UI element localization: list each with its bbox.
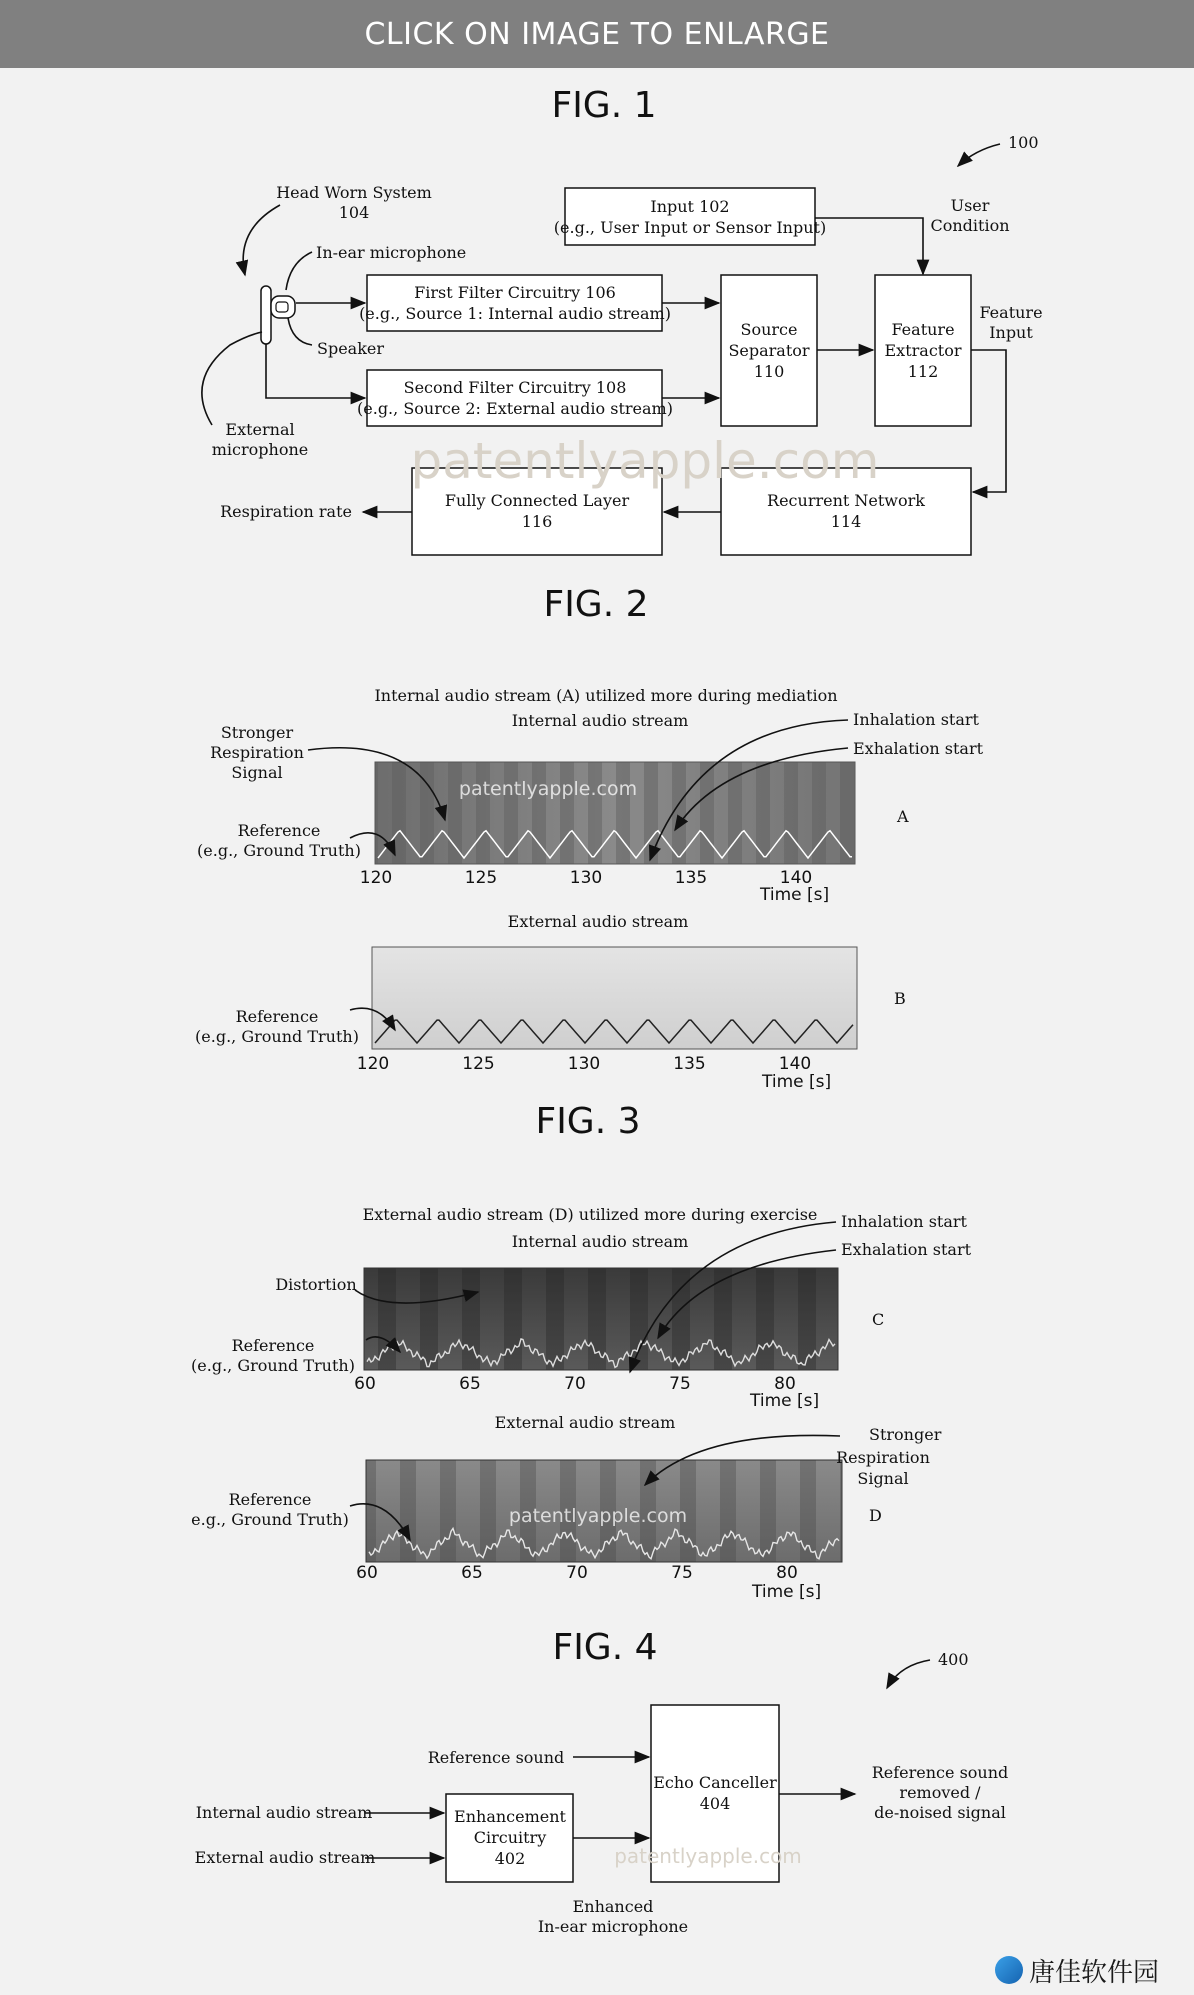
b-tick-140: 140 [778,1054,812,1074]
output-label-1: Reference sound [871,1763,1009,1782]
fig3-label: FIG. 3 [535,1101,641,1142]
c-tick-75: 75 [669,1374,691,1394]
extractor-ref: 112 [907,362,939,381]
speaker-leader [288,318,312,345]
x-ticks-a [360,868,812,888]
second-filter-subtitle: (e.g., Source 2: External audio stream) [357,399,673,418]
c-tick-70: 70 [564,1374,586,1394]
enlarge-banner[interactable]: CLICK ON IMAGE TO ENLARGE [0,0,1194,68]
enhancement-ref: 402 [494,1849,526,1868]
head-worn-arrow [243,205,280,275]
enhancement-line-2: Circuitry [473,1828,547,1847]
stronger-d-label-3: Signal [857,1469,909,1488]
patent-figures [0,68,1194,1995]
d-tick-75: 75 [671,1563,693,1583]
enhanced-label-2: In-ear microphone [537,1917,689,1936]
reference-b-label-2: (e.g., Ground Truth) [195,1027,359,1046]
spectrogram-b [372,947,857,1049]
xlabel-b: Time [s] [762,1072,832,1092]
logo-icon [995,1956,1023,1984]
user-condition-label-2: Condition [930,216,1010,235]
stronger-label-2: Respiration [210,743,304,762]
panel-b-letter: B [894,989,906,1008]
stronger-d-label-2: Respiration [836,1448,930,1467]
reference-b-label-1: Reference [235,1007,319,1026]
fig4-ref-arrow [887,1660,930,1688]
fig2-label: FIG. 2 [543,584,649,625]
b-tick-130: 130 [567,1054,601,1074]
reference-d-label-2: e.g., Ground Truth) [191,1510,349,1529]
first-filter-subtitle: (e.g., Source 1: Internal audio stream) [359,304,671,323]
exhalation-a-label: Exhalation start [853,739,984,758]
xlabel-d: Time [s] [752,1582,822,1602]
fig2-title: Internal audio stream (A) utilized more during mediation [374,686,838,705]
panel-a-title: Internal audio stream [511,711,689,730]
enhancement-line-1: Enhancement [454,1807,566,1826]
x-ticks-b [357,1054,811,1074]
a-tick-135: 135 [674,868,708,888]
external-mic-leader [202,332,262,425]
logo-text: 唐佳软件园 [1029,1957,1160,1988]
earbud-icon [261,286,295,344]
output-label-2: removed / [899,1783,981,1802]
extractor-line-2: Extractor [884,341,962,360]
input-box-subtitle: (e.g., User Input or Sensor Input) [553,218,827,237]
inhalation-a-label: Inhalation start [853,710,979,729]
inhalation-c-label: Inhalation start [841,1212,967,1231]
spectrogram-c [364,1268,838,1370]
fig3-title: External audio stream (D) utilized more during exercise [362,1205,818,1224]
input-to-extractor-arrow [815,218,923,274]
stronger-label-3: Signal [231,763,283,782]
panel-a-letter: A [897,807,909,826]
in-ear-mic-label: In-ear microphone [316,243,467,262]
feature-input-label-1: Feature [979,303,1043,322]
watermark-2: patentlyapple.com [458,778,638,800]
site-logo[interactable] [995,1950,1185,1990]
watermark-4: patentlyapple.com [614,1844,802,1868]
d-tick-70: 70 [566,1563,588,1583]
speaker-label: Speaker [317,339,385,358]
separator-line-1: Source [740,320,798,339]
head-worn-label-1: Head Worn System [276,183,432,202]
b-tick-120: 120 [356,1054,390,1074]
c-tick-60: 60 [354,1374,376,1394]
feature-input-label-2: Input [989,323,1033,342]
d-tick-65: 65 [461,1563,483,1583]
a-tick-130: 130 [569,868,603,888]
xlabel-c: Time [s] [750,1391,820,1411]
panel-b-title: External audio stream [507,912,689,931]
a-tick-125: 125 [464,868,498,888]
respiration-rate-label: Respiration rate [220,502,352,521]
user-condition-label-1: User [950,196,990,215]
panel-d-letter: D [869,1506,882,1525]
reference-sound-label: Reference sound [427,1748,565,1767]
panel-c-letter: C [872,1310,885,1329]
fig1-ref: 100 [1008,133,1039,152]
separator-line-2: Separator [728,341,810,360]
second-filter-title: Second Filter Circuitry 108 [403,378,627,397]
enhanced-label-1: Enhanced [572,1897,654,1916]
extractor-to-recurrent-arrow [971,350,1006,492]
x-ticks-c [354,1374,796,1394]
fig4-ref: 400 [938,1650,969,1669]
reference-a-label-1: Reference [237,821,321,840]
reference-a-label-2: (e.g., Ground Truth) [197,841,361,860]
fully-connected-ref: 116 [521,512,553,531]
c-tick-65: 65 [459,1374,481,1394]
c-tick-80: 80 [774,1374,796,1394]
panel-c-title: Internal audio stream [511,1232,689,1251]
xlabel-a: Time [s] [760,885,830,905]
output-label-3: de-noised signal [874,1803,1006,1822]
reference-c-label-2: (e.g., Ground Truth) [191,1356,355,1375]
external-mic-label-2: microphone [211,440,309,459]
watermark-1: patentlyapple.com [410,432,880,490]
head-worn-label-2: 104 [338,203,370,222]
extractor-line-1: Feature [891,320,955,339]
recurrent-ref: 114 [830,512,862,531]
external-mic-label-1: External [225,420,295,439]
in-ear-mic-leader [286,252,312,290]
reference-c-label-1: Reference [231,1336,315,1355]
fully-connected-title: Fully Connected Layer [444,491,630,510]
b-tick-125: 125 [462,1054,495,1074]
external-stream-label: External audio stream [194,1848,376,1867]
x-ticks-d [356,1563,798,1583]
a-tick-140: 140 [779,868,813,888]
exhalation-c-label: Exhalation start [841,1240,972,1259]
echo-canceller-ref: 404 [699,1794,731,1813]
stronger-label-1: Stronger [220,723,294,742]
input-box-title: Input 102 [650,197,730,216]
b-tick-135: 135 [673,1054,706,1074]
fig1-ref-arrow [958,144,1000,166]
internal-stream-label: Internal audio stream [195,1803,373,1822]
recurrent-title: Recurrent Network [767,491,925,510]
fig4-label: FIG. 4 [552,1627,658,1668]
d-tick-60: 60 [356,1563,378,1583]
panel-d-title: External audio stream [494,1413,676,1432]
distortion-label: Distortion [275,1275,357,1294]
separator-ref: 110 [753,362,785,381]
watermark-3: patentlyapple.com [508,1505,688,1527]
fig1-label: FIG. 1 [551,85,657,126]
stronger-d-label-1: Stronger [869,1425,942,1444]
reference-d-label-1: Reference [228,1490,312,1509]
a-tick-120: 120 [359,868,393,888]
echo-canceller-title: Echo Canceller [653,1773,777,1792]
d-tick-80: 80 [776,1563,798,1583]
first-filter-title: First Filter Circuitry 106 [414,283,616,302]
